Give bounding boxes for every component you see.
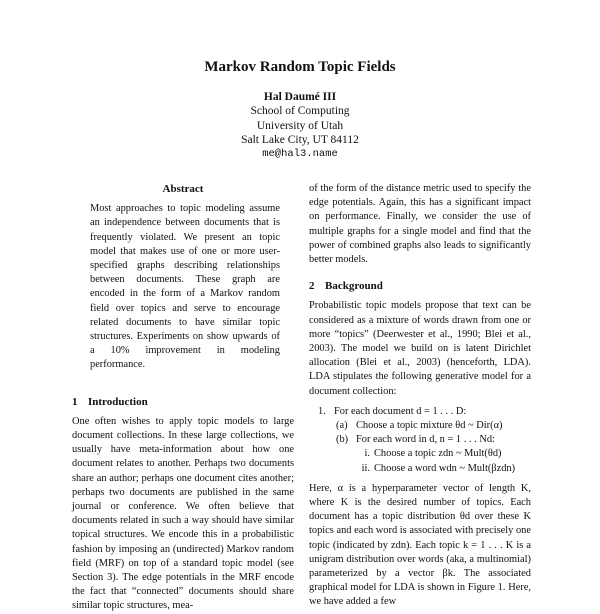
introduction-text: One often wishes to apply topic models to large document collections. In these large collections, we usually have meta-information about how one document relates to another. Perhaps two documents share an author; perhaps one document cites another; perhaps two documents are published in the same journal or conference. We often believe that documents related in such a way should have similar topical structures. We encode this in a probabilistic fashion by imposing an (undirected) Markov random field (MRF) on top of a standard topic model (see Section 3). The edge potentials in the MRF encode the fact that “connected” documents should share similar topic structures, mea-	[72, 415, 294, 612]
section-number: 2	[309, 280, 315, 293]
list-item-text: Choose a topic mixture θd ~ Dir(α)	[356, 420, 503, 432]
section-heading-introduction	[72, 395, 294, 409]
introduction-continuation: of the form of the distance metric used to specify the edge potentials. Again, this has a significant impact on performance. Finally, we consider the use of multiple graphs for a single model and find that the power of combined graphs also leads to significantly better models.	[309, 183, 531, 266]
list-item	[309, 419, 531, 433]
author-university: University of Utah	[256, 119, 344, 132]
list-item	[309, 462, 531, 476]
generative-model-list	[309, 405, 531, 476]
list-item	[309, 447, 531, 461]
author-city: Salt Lake City, UT 84112	[241, 133, 359, 146]
author-email: me@hal3.name	[262, 148, 338, 161]
list-marker: ii.	[361, 462, 370, 474]
author-dept: School of Computing	[250, 105, 350, 118]
list-item-text: For each document d = 1 . . . D:	[334, 405, 467, 417]
author-name: Hal Daumé III	[263, 91, 337, 103]
section-title: Introduction	[88, 395, 148, 408]
abstract-text: Most approaches to topic modeling assume an independence between documents that is frequently violated. We present an topic model that makes use of one or more user-specified graphs describing relationships between documents. These graph are encoded in the form of a Markov random field over topics and serve to encourage related documents to have similar topic structures. Experiments on show upwards of a 10% improvement in modeling performance.	[90, 203, 280, 371]
background-text-continued: Here, α is a hyperparameter vector of length K, where K is the desired number of topics. Each document has a topic distribution θd over these K topics and each word is associated with precisely one topic (indicated by zdn). Each topic k = 1 . . . K is a unigram distribution over words (aka, a multinomial) parameterized by a vector βk. The associated graphical model for LDA is shown in Figure 1. Here, we have added a few	[309, 482, 531, 608]
section-number: 1	[72, 395, 78, 408]
author-block	[0, 90, 600, 161]
list-marker: i.	[364, 448, 370, 460]
list-item	[309, 433, 531, 447]
right-column	[309, 182, 531, 610]
paper-title: Markov Random Topic Fields	[204, 59, 396, 75]
left-column	[72, 182, 294, 614]
list-marker: (a)	[336, 420, 348, 432]
list-marker: 1.	[318, 405, 326, 417]
background-text: Probabilistic topic models propose that text can be considered as a mixture of words drawn from one or more “topics” (Deerwester et al., 1990; Blei et al., 2003). The model we build on is latent Dirichlet allocation (Blei et al., 2003) (henceforth, LDA). LDA stipulates the following generative model for a document collection:	[309, 300, 531, 397]
section-title: Background	[325, 280, 383, 293]
list-item	[309, 405, 531, 419]
list-item-text: Choose a topic zdn ~ Mult(θd)	[374, 448, 502, 460]
list-marker: (b)	[336, 434, 349, 446]
abstract-heading: Abstract	[162, 183, 204, 195]
list-item-text: For each word in d, n = 1 . . . Nd:	[356, 434, 495, 446]
section-heading-background	[309, 279, 531, 293]
list-item-text: Choose a word wdn ~ Mult(βzdn)	[374, 462, 516, 474]
